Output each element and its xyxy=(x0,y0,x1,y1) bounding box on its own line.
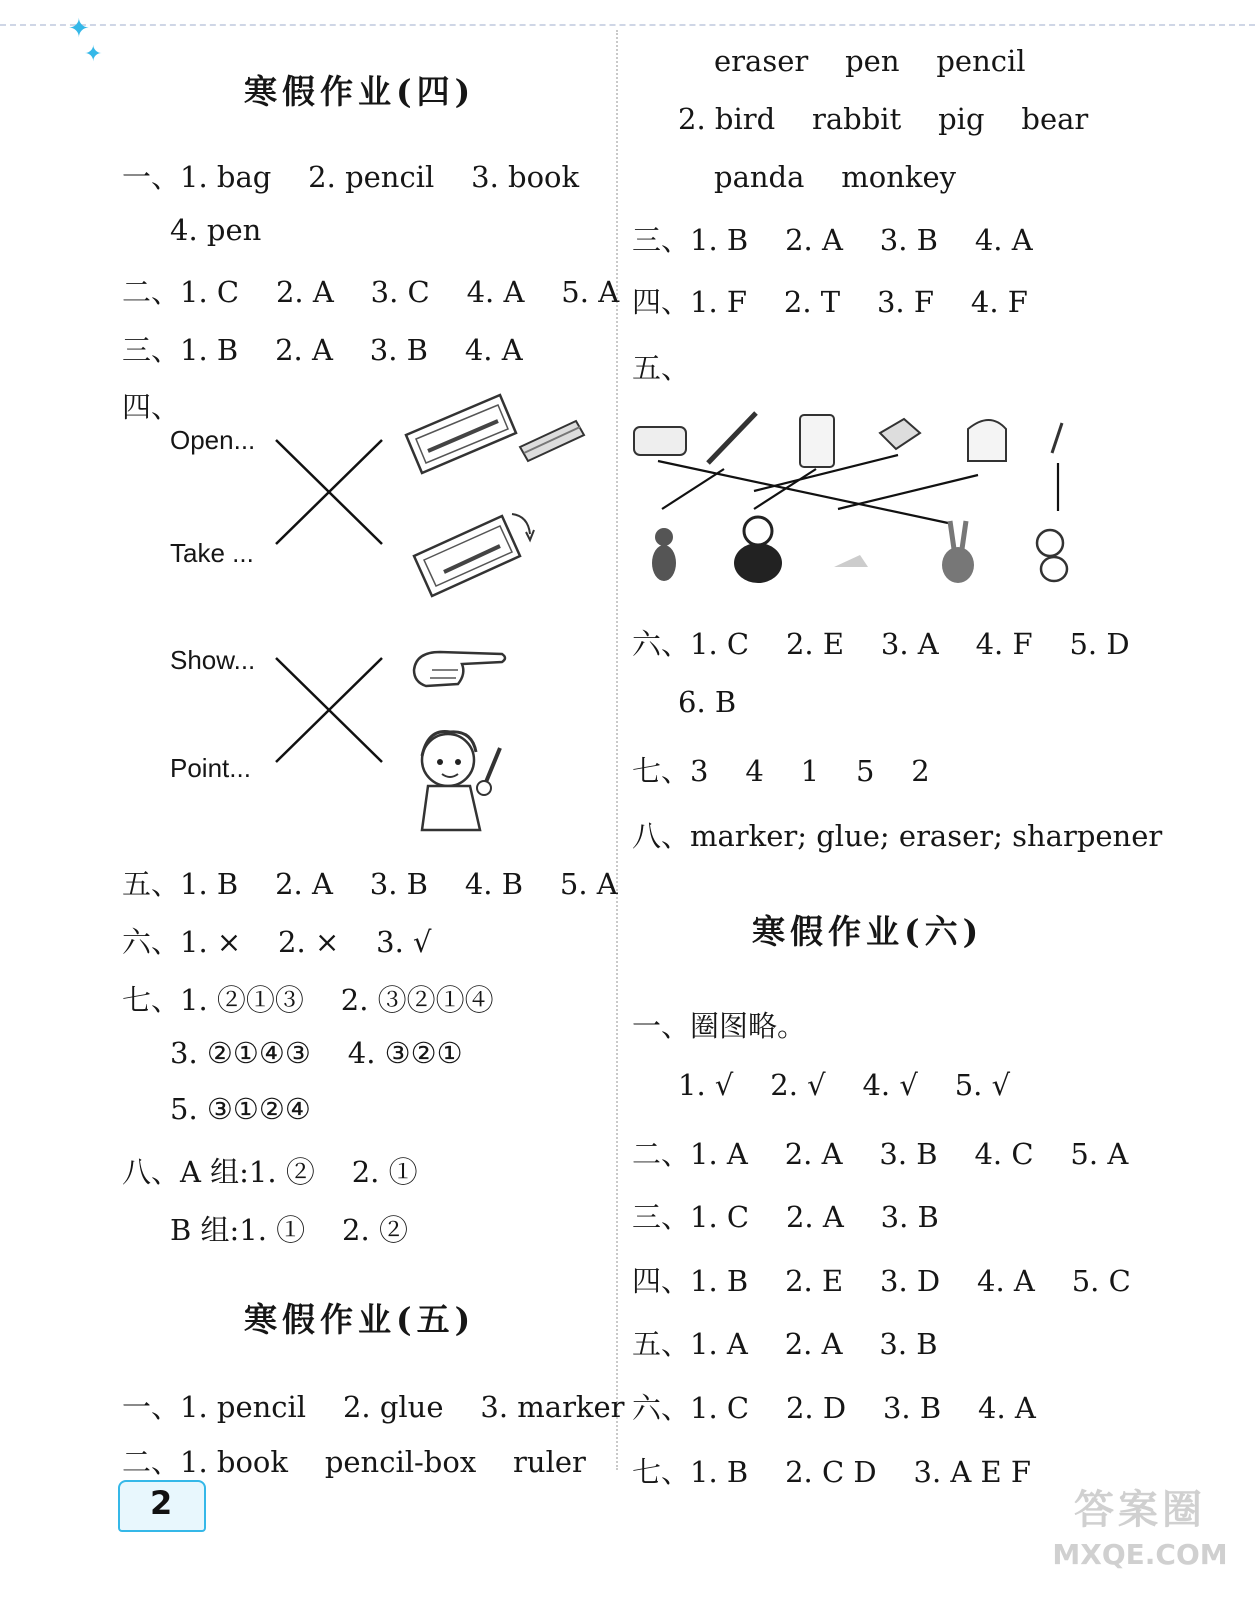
match-cross-lines xyxy=(270,652,390,770)
answer-line: 七、1. B 2. C D 3. A E F xyxy=(632,1455,1032,1489)
top-decoration-band xyxy=(0,0,1255,26)
answer-line: 5. ③①②④ xyxy=(170,1092,311,1126)
section-title-6: 寒假作业(六) xyxy=(752,912,984,951)
answer-line: 二、1. book pencil-box ruler xyxy=(122,1445,586,1479)
pointing-hand-icon xyxy=(410,640,510,696)
answer-line: 二、1. C 2. A 3. C 4. A 5. A xyxy=(122,275,620,309)
answer-line: 四、1. F 2. T 3. F 4. F xyxy=(632,285,1028,319)
answer-line: 七、3 4 1 5 2 xyxy=(632,754,930,788)
answer-line: 4. pen xyxy=(170,213,262,247)
match-lines xyxy=(658,455,1058,523)
answer-line: 三、1. B 2. A 3. B 4. A xyxy=(632,223,1033,257)
match-label-point: Point... xyxy=(170,753,251,783)
stationery-pictures xyxy=(634,413,1062,467)
match-cross-lines xyxy=(270,432,390,552)
section-title-5: 寒假作业(五) xyxy=(244,1300,476,1339)
answer-line: 六、1. × 2. × 3. √ xyxy=(122,925,432,959)
answer-line: 六、1. C 2. E 3. A 4. F 5. D xyxy=(632,627,1130,661)
answer-line: 四、 xyxy=(122,390,181,424)
answer-line: 八、A 组:1. ② 2. ① xyxy=(122,1155,418,1189)
watermark-line2: MXQE.COM xyxy=(1052,1538,1228,1571)
answer-line: 一、1. pencil 2. glue 3. marker xyxy=(122,1390,625,1424)
watermark xyxy=(1045,1485,1235,1585)
match-label-take: Take ... xyxy=(170,538,254,568)
answer-line: 3. ②①④③ 4. ③②① xyxy=(170,1036,463,1070)
answer-line: 三、1. B 2. A 3. B 4. A xyxy=(122,333,523,367)
page-number: 2 xyxy=(150,1484,173,1522)
answer-line: 八、marker; glue; eraser; sharpener xyxy=(632,819,1163,853)
star-icon: ✦ xyxy=(68,14,90,44)
animal-pictures xyxy=(652,517,1067,583)
watermark-line1: 答案圈 xyxy=(1074,1487,1206,1533)
answer-line: 五、 xyxy=(632,351,691,385)
answer-line: 七、1. ②①③ 2. ③②①④ xyxy=(122,983,494,1017)
answer-line: 2. bird rabbit pig bear xyxy=(678,102,1089,136)
answer-line: 二、1. A 2. A 3. B 4. C 5. A xyxy=(632,1137,1129,1171)
answer-line: 五、1. A 2. A 3. B xyxy=(632,1327,938,1361)
pencil-box-take-icon xyxy=(408,500,538,610)
star-icon: ✦ xyxy=(84,42,103,67)
match-label-show: Show... xyxy=(170,645,256,675)
answer-line: B 组:1. ① 2. ② xyxy=(170,1213,408,1247)
answer-line: 三、1. C 2. A 3. B xyxy=(632,1200,939,1234)
girl-with-pencil-icon xyxy=(408,722,518,840)
answer-line: 一、1. bag 2. pencil 3. book xyxy=(122,160,580,194)
answer-line: 一、圈图略。 xyxy=(632,1009,807,1043)
section-title-4: 寒假作业(四) xyxy=(244,72,476,111)
answer-line: 6. B xyxy=(678,685,737,719)
column-divider xyxy=(616,30,618,1470)
answer-line: 六、1. C 2. D 3. B 4. A xyxy=(632,1391,1036,1425)
answer-line: 1. √ 2. √ 4. √ 5. √ xyxy=(678,1068,1011,1102)
object-animal-match-diagram xyxy=(628,405,1088,591)
answer-line: panda monkey xyxy=(714,160,957,194)
pencil-box-open-icon xyxy=(398,385,593,485)
answer-line: 四、1. B 2. E 3. D 4. A 5. C xyxy=(632,1264,1131,1298)
match-label-open: Open... xyxy=(170,425,256,455)
answer-line: 五、1. B 2. A 3. B 4. B 5. A xyxy=(122,867,618,901)
answer-line: eraser pen pencil xyxy=(714,44,1026,78)
